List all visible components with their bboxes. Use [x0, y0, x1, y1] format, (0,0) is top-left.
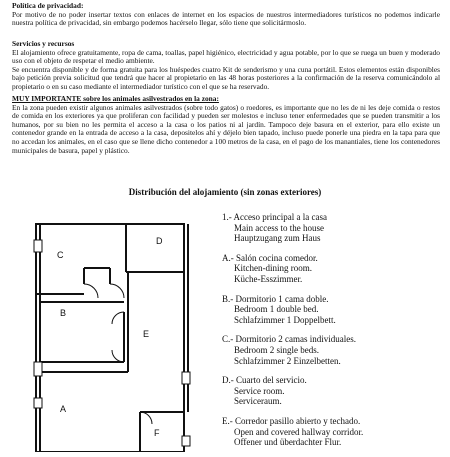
room-label-f: F: [154, 428, 160, 438]
room-label-b: B: [60, 308, 67, 318]
services-section: [12, 40, 440, 92]
legend-item-main: A.- Salón cocina comedor.: [222, 252, 318, 263]
privacy-title: Política de privacidad:: [12, 1, 84, 10]
legend-item-sub-en: Bedroom 2 single beds.: [234, 344, 319, 355]
services-text-1: El alojamiento ofrece gratuitamente, ropa de cama, toallas, papel higiénico, electricidad y agua potable, por lo que se ruega un buen y moderado uso con el objeto de respetar el medio ambiente.: [12, 47, 440, 66]
floor-plan: [0, 212, 215, 452]
room-label-d: D: [156, 236, 163, 246]
privacy-section: [12, 2, 440, 28]
legend-item-sub-en: Service room.: [234, 385, 285, 396]
floor-plan-door-arcs: [84, 284, 152, 424]
legend-item-main: 1.- Acceso principal a la casa: [222, 212, 327, 222]
legend-item-sub-de: Offener und überdachter Flur.: [234, 437, 342, 448]
legend-item-main: E.- Corredor pasillo abierto y techado.: [222, 415, 361, 426]
legend-item-a: [222, 253, 447, 285]
privacy-text: Por motivo de no poder insertar textos con enlaces de internet en los espacios de nuestros intermediadores turísticos no podemos indicarle nuestra política de privacidad, sin embargo podemos hacérselo llegar, sólo tiene que solicitármoslo.: [12, 9, 440, 28]
room-label-c: C: [57, 250, 64, 260]
services-title: Servicios y recursos: [12, 39, 75, 48]
legend-item-e: [222, 416, 447, 448]
distribution-title: Distribución del alojamiento (sin zonas exteriores): [128, 187, 322, 197]
room-label-e: E: [143, 329, 150, 339]
floor-plan-legend: [222, 212, 447, 457]
legend-item-sub-de: Serviceraum.: [234, 396, 282, 407]
floor-plan-windows: [34, 240, 190, 446]
legend-item-main: B.- Dormitorio 1 cama doble.: [222, 293, 329, 304]
legend-item-sub-de: Küche-Esszimmer.: [234, 273, 303, 284]
pets-section: [12, 95, 440, 155]
legend-item-b: [222, 294, 447, 326]
pets-title: MUY IMPORTANTE sobre los animales asilvestrados en la zona:: [12, 94, 219, 103]
legend-item-sub-de: Schlafzimmer 1 Doppelbett.: [234, 314, 336, 325]
legend-item-main: D.- Cuarto del servicio.: [222, 375, 307, 386]
legend-item-d: [222, 375, 447, 407]
legend-item-sub-en: Kitchen-dining room.: [234, 263, 312, 274]
legend-item-sub-en: Bedroom 1 double bed.: [234, 304, 319, 315]
legend-item-sub-de: Hauptzugang zum Haus: [234, 233, 321, 244]
legend-item-sub-de: Schlafzimmer 2 Einzelbetten.: [234, 355, 341, 366]
pets-text: En la zona pueden existir algunos animales asilvestrados (sobre todo gatos) o roedores, es importante que no les de ni les deje comida o restos de comida en los exteriores ya que proliferan con facilidad y pueden ser molestos e incluso tener enfermedades que se pueden transmitir a los humanos, por su bien no les permita el acceso a la casa o los patios ni al jardín. Tampoco deje basura en el exterior, para ello existe un contenedor grande en la entrada de acceso a la casa, depositelos ahí y déjelo bien tapado, incluso puede ponerle una piedra en la tapa para que no accedan los animales, en el caso que se llene dicho contenedor a 100 metros de la casa, en el pago de los manantiales, tiene los contenedores municipales de basura, papel y plástico.: [12, 102, 440, 155]
legend-item-c: [222, 334, 447, 366]
room-label-a: A: [60, 404, 67, 414]
legend-item-sub-en: Main access to the house: [234, 222, 324, 233]
legend-item-1: [222, 212, 447, 244]
legend-item-sub-en: Open and covered hallway corridor.: [234, 426, 364, 437]
legend-item-main: C.- Dormitorio 2 camas individuales.: [222, 334, 356, 345]
services-text-2: Se encuentra disponible y de forma gratuita para los huéspedes cuatro Kit de senderismo y una cuna portátil. Estos elementos están disponibles bajo petición previa solicitud que tendrá que hacer al propietario en las 48 horas posteriores a la confirmación de la reserva comunicándolo al propietario o en su caso mediante el intermediador turístico con el que se ha reservado.: [12, 64, 440, 91]
